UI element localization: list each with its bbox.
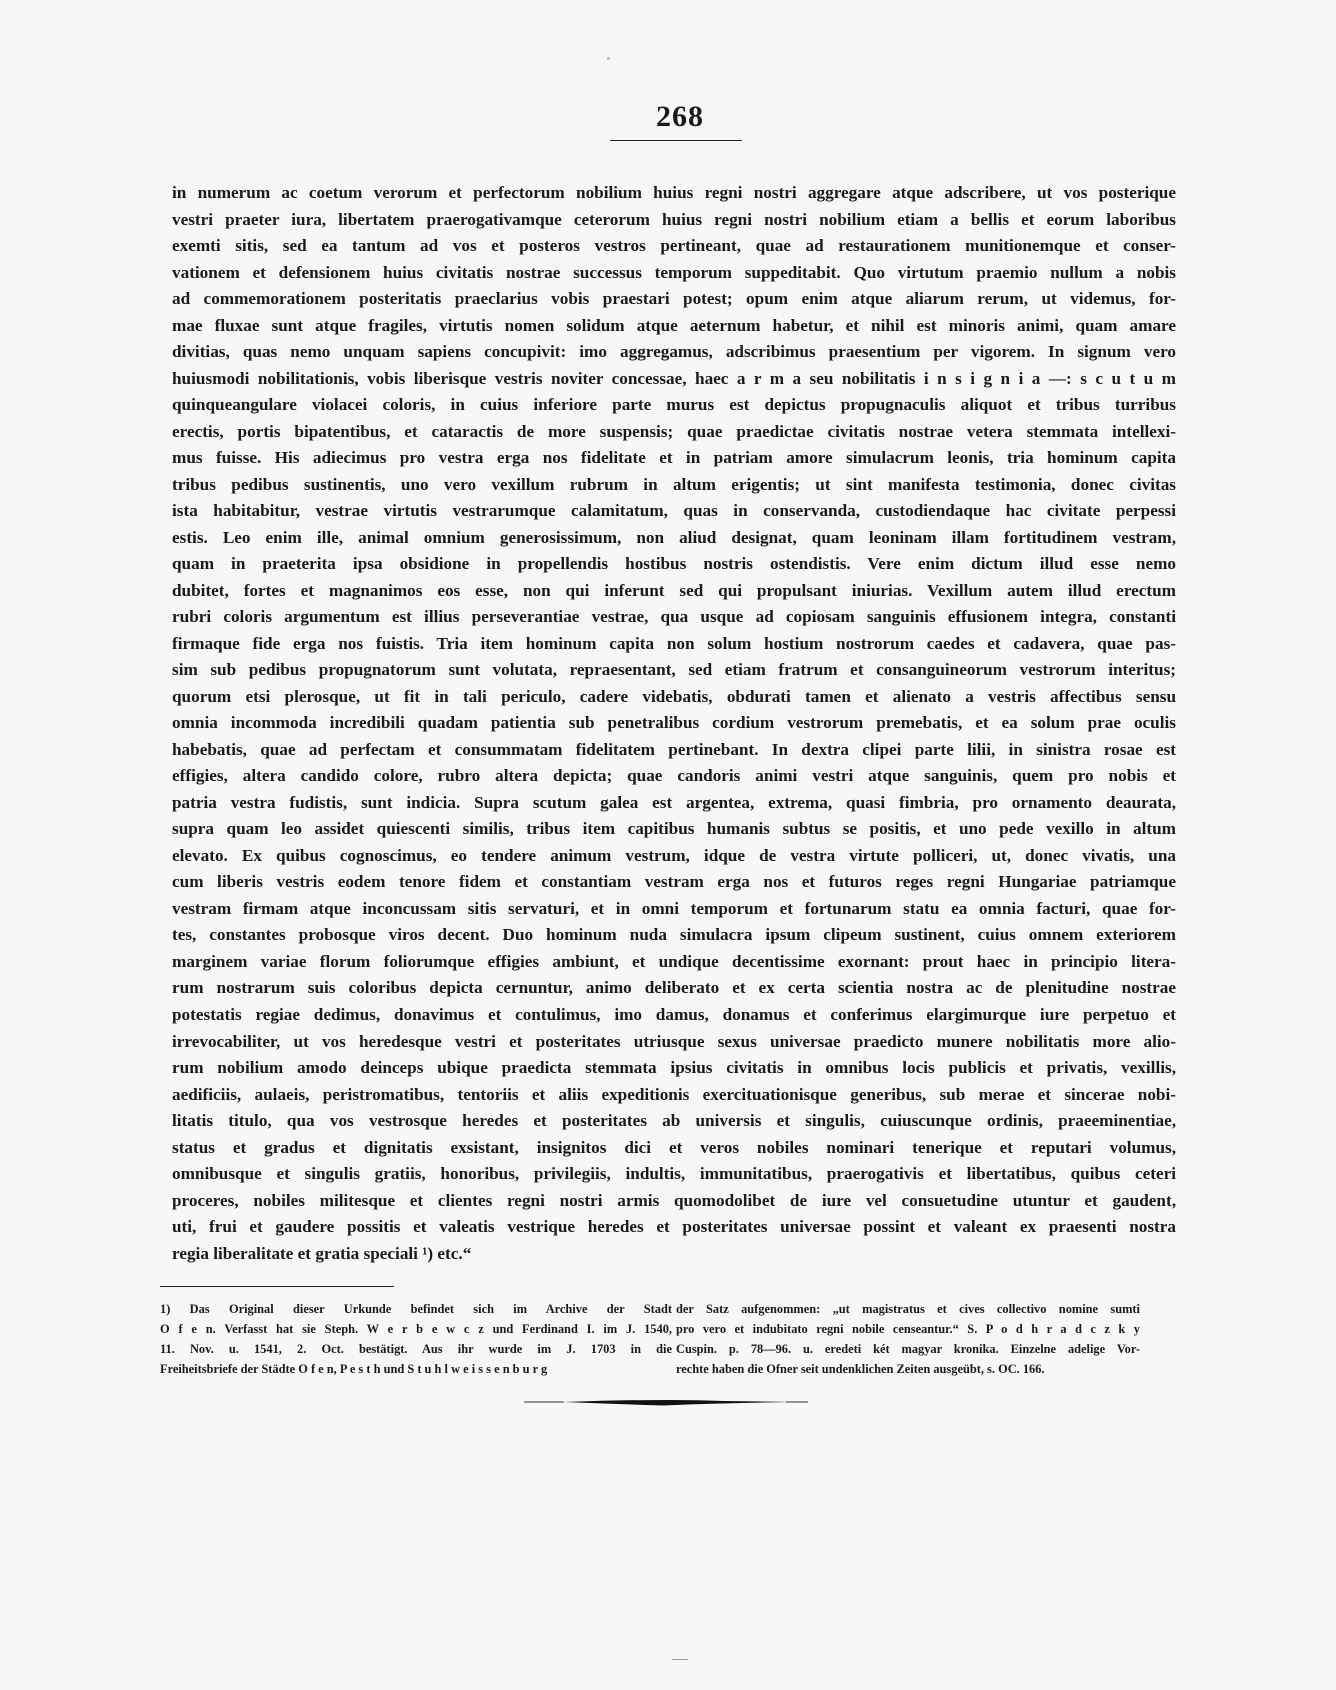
text-line: irrevocabiliter, ut vos heredesque vestri et posteritates utriusque sexus universae praedicto munere nobilitatis more alio- xyxy=(172,1031,1176,1051)
text-line: vationem et defensionem huius civitatis nostrae successus temporum suppeditabit. Quo virtutum praemio nullum a nobis xyxy=(172,262,1176,282)
text-line: sim sub pedibus propugnatorum sunt volutata, repraesentant, sed etiam fratrum et consanguineorum vestrorum interitus; xyxy=(172,660,1176,680)
text-line: elevato. Ex quibus cognoscimus, eo tendere animum vestrum, idque de vestra virtute polliceri, ut, donec vivatis, una xyxy=(172,845,1176,865)
text-line: rubri coloris argumentum est illius perseverantiae vestrae, qua usque ad copiosam sanguinis effusionem integra, constanti xyxy=(172,607,1176,627)
text-line: tes, constantes probosque viros decent. Duo hominum nuda simulacra ipsum clipeum sustinent, cuius omnem exteriorem xyxy=(172,925,1176,945)
footnote-line: Freiheitsbriefe der Städte O f e n, P e s t h und S t u h l w e i s s e n b u r g xyxy=(160,1362,548,1376)
footnote-line: pro vero et indubitato regni nobile censeantur.“ S. P o d h r a d c z k y xyxy=(676,1322,1140,1336)
text-line: ad commemorationem posteritatis praeclarius vobis praestari potest; opum enim atque aliarum rerum, ut videmus, for- xyxy=(172,289,1176,309)
text-line: mus fuisse. His adiecimus pro vestra erga nos fidelitate et in patriam amore simulacrum leonis, tria hominum capita xyxy=(172,448,1176,468)
bottom-mark xyxy=(672,1659,688,1660)
page-number: 268 xyxy=(656,100,704,133)
text-line: exemti sitis, sed ea tantum ad vos et posteros vestros pertineant, quae ad restaurationem munitionemque et conser- xyxy=(172,236,1176,256)
text-line: rum nobilium amodo deinceps ubique praedicta stemmata ipsius civitatis in omnibus locis publicis et privatis, vexillis, xyxy=(172,1058,1176,1078)
end-ornament xyxy=(524,1394,808,1412)
text-line: potestatis regiae dedimus, donavimus et contulimus, imo damus, donamus et conferimus elargimurque iure perpetuo et xyxy=(172,1004,1176,1024)
text-line: huiusmodi nobilitationis, vobis liberisque vestris noviter concessae, haec a r m a seu nobilitatis i n s i g n i a —: s c u t u m xyxy=(172,368,1176,388)
text-line: erectis, portis bipatentibus, et cataractis de more suspensis; quae praedictae civitatis nostrae vetera stemmata intellexi- xyxy=(172,421,1176,441)
text-line: tribus pedibus sustinentis, uno vero vexillum rubrum in altum erigentis; ut sint manifesta testimonia, donec civitas xyxy=(172,474,1176,494)
text-line: ista habitabitur, vestrae virtutis vestrarumque calamitatum, quas in conservanda, custodiendaque hac civitate perpessi xyxy=(172,501,1176,521)
text-line: marginem variae florum foliorumque effigies ambiunt, et undique decentissime exornant: prout haec in principio litera- xyxy=(172,951,1176,971)
text-line: uti, frui et gaudere possitis et valeatis vestrique heredes et posteritates universae possint et valeant ex praesenti nostra xyxy=(172,1217,1176,1237)
text-line: mae fluxae sunt atque fragiles, virtutis nomen solidum atque aeternum habetur, et nihil est minoris animi, quam amare xyxy=(172,315,1176,335)
text-line: proceres, nobiles militesque et clientes regni nostri armis quomodolibet de iure vel consuetudine utuntur et gaudent, xyxy=(172,1190,1176,1210)
footnote-line: 1) Das Original dieser Urkunde befindet sich im Archive der Stadt xyxy=(160,1302,672,1316)
page-number-rule xyxy=(610,140,742,141)
text-line: aedificiis, aulaeis, peristromatibus, tentoriis et aliis expeditionis exercituationisque generibus, sub merae et sincerae nobi- xyxy=(172,1084,1176,1104)
text-line: omnibusque et singulis gratiis, honoribus, privilegiis, indultis, immunitatibus, praerogativis et libertatibus, quibus ceteri xyxy=(172,1164,1176,1184)
text-line: omnia incommoda incredibili quadam patientia sub penetralibus cordium vestrorum premebatis, et ea solum prae oculis xyxy=(172,713,1176,733)
footnote-line: der Satz aufgenommen: „ut magistratus et cives collectivo nomine sumti xyxy=(676,1302,1140,1316)
text-line: vestri praeter iura, libertatem praerogativamque ceterorum huius regni nostri nobilium etiam a bellis et eorum laboribus xyxy=(172,209,1176,229)
scan-speck xyxy=(607,57,610,60)
footnote-column-left xyxy=(160,1299,672,1379)
text-line: dubitet, fortes et magnanimos eos esse, non qui inferunt sed qui propulsant iniurias. Vexillum autem illud erectum xyxy=(172,580,1176,600)
text-line: firmaque fide erga nos fuistis. Tria item hominum capita non solum hostium nostrorum caedes et cadavera, quae pas- xyxy=(172,633,1176,653)
text-line: in numerum ac coetum verorum et perfectorum nobilium huius regni nostri aggregare atque adscribere, ut vos posterique xyxy=(172,183,1176,202)
footnote-line: Cuspin. p. 78—96. u. eredeti két magyar kronika. Einzelne adelige Vor- xyxy=(676,1342,1140,1356)
footnote-rule xyxy=(160,1286,394,1287)
text-line: vestram firmam atque inconcussam sitis servaturi, et in omni temporum et fortunarum statu ea omnia facturi, quae for- xyxy=(172,898,1176,918)
text-line: patria vestra fudistis, sunt indicia. Supra scutum galea est argentea, extrema, quasi fimbria, pro ornamento deaurata, xyxy=(172,792,1176,812)
text-line: estis. Leo enim ille, animal omnium generosissimum, non aliud designat, quam leoninam illam fortitudinem vestram, xyxy=(172,527,1176,547)
text-line: cum liberis vestris eodem tenore fidem et constantiam vestram erga nos et futuros reges regni Hungariae patriamque xyxy=(172,872,1176,892)
text-line: divitias, quas nemo unquam sapiens concupivit: imo aggregamus, adscribimus praesentium per vigorem. In signum vero xyxy=(172,342,1176,362)
text-line: supra quam leo assidet quiescenti similis, tribus item capitibus humanis subtus se positis, et uno pede vexillo in altum xyxy=(172,819,1176,839)
text-line: status et gradus et dignitatis exsistant, insignitos dici et veros nobiles nominari tenerique et reputari volumus, xyxy=(172,1137,1176,1157)
text-line: regia liberalitate et gratia speciali ¹) etc.“ xyxy=(172,1243,472,1263)
footnote-line: 11. Nov. u. 1541, 2. Oct. bestätigt. Aus ihr wurde im J. 1703 in die xyxy=(160,1342,672,1356)
footnote-column-right xyxy=(676,1299,1140,1379)
text-line: habebatis, quae ad perfectam et consummatam fidelitatem pertinebant. In dextra clipei parte lilii, in sinistra rosae est xyxy=(172,739,1176,759)
text-line: litatis titulo, qua vos vestrosque heredes et posteritates ab universis et singulis, cuiuscunque ordinis, praeeminentiae, xyxy=(172,1111,1176,1131)
text-line: quorum etsi plerosque, ut fit in tali periculo, cadere videbatis, obdurati tamen et alienato a vestris affectibus sensu xyxy=(172,686,1176,706)
text-line: rum nostrarum suis coloribus depicta cernuntur, animo deliberato et ex certa scientia nostra ac de plenitudine nostrae xyxy=(172,978,1176,998)
footnote-line: O f e n. Verfasst hat sie Steph. W e r b e w c z und Ferdinand I. im J. 1540, xyxy=(160,1322,672,1336)
footnote-line: rechte haben die Ofner seit undenklichen Zeiten ausgeübt, s. OC. 166. xyxy=(676,1362,1045,1376)
text-line: quam in praeterita ipsa obsidione in propellendis hostibus nostris ostendistis. Vere enim dictum illud esse nemo xyxy=(172,554,1176,574)
text-line: effigies, altera candido colore, rubro altera depicta; quae candoris animi vestri atque sanguinis, quem pro nobis et xyxy=(172,766,1176,786)
main-text xyxy=(172,180,1176,1267)
text-line: quinqueangulare violacei coloris, in cuius inferiore parte murus est depictus propugnaculis aliquot et tribus turribus xyxy=(172,395,1176,415)
